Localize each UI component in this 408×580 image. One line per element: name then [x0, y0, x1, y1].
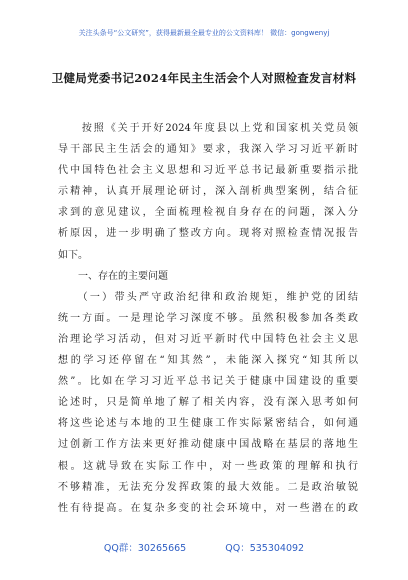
body-line: 统一方面。一是理论学习深度不够。虽然积极参加各类政 — [58, 312, 358, 324]
body-line: （一）带头严守政治纪律和政治规矩，维护党的团结 — [58, 291, 358, 303]
body-line: 根。这就导致在实际工作中，对一些政策的理解和执行 — [58, 460, 358, 472]
body-line: 示精神，认真开展理论研讨，深入剖析典型案例，结合征 — [58, 186, 358, 198]
body-line: 想的学习还停留在“知其然”，未能深入探究“知其所以 — [58, 355, 358, 367]
body-line: 治理论学习活动，但对习近平新时代中国特色社会主义思 — [58, 333, 358, 345]
document-body — [58, 118, 358, 519]
body-line: 将这些论述与本地的卫生健康工作实际紧密结合，如何通 — [58, 418, 358, 430]
footer-qq-group: QQ群：30265665 — [103, 543, 187, 554]
footer-qq-number: QQ：535304092 — [225, 543, 305, 554]
section-heading: 一、存在的主要问题 — [58, 270, 168, 282]
body-line: 性有待提高。在复杂多变的社会环境中，对一些潜在的政 — [58, 502, 358, 514]
body-line: 导干部民主生活会的通知》要求，我深入学习习近平新时 — [58, 144, 358, 156]
body-line: 代中国特色社会主义思想和习近平总书记最新重要指示批 — [58, 165, 358, 177]
footer-contact — [0, 540, 408, 554]
body-line: 如下。 — [58, 249, 88, 261]
body-line: 求到的意见建议，全面梳理检视自身存在的问题，深入分 — [58, 207, 358, 219]
header-banner: 关注头条号“公文研究”，获得最新最全最专业的公文资料库！ 微信：gongwenyj — [78, 29, 330, 37]
body-line: 论述时，只是简单地了解了相关内容，没有深入思考如何 — [58, 397, 358, 409]
body-line: 不够精准，无法充分发挥政策的最大效能。二是政治敏锐 — [58, 481, 358, 493]
body-line: 过创新工作方法来更好推动健康中国战略在基层的落地生 — [58, 439, 358, 451]
body-line: 析原因，进一步明确了整改方向。现将对照检查情况报告 — [58, 228, 358, 240]
body-line: 按照《关于开好2024年度县以上党和国家机关党员领 — [58, 123, 358, 134]
body-line: 然”。比如在学习习近平总书记关于健康中国建设的重要 — [58, 376, 358, 388]
document-title: 卫健局党委书记2024年民主生活会个人对照检查发言材料 — [51, 71, 357, 85]
